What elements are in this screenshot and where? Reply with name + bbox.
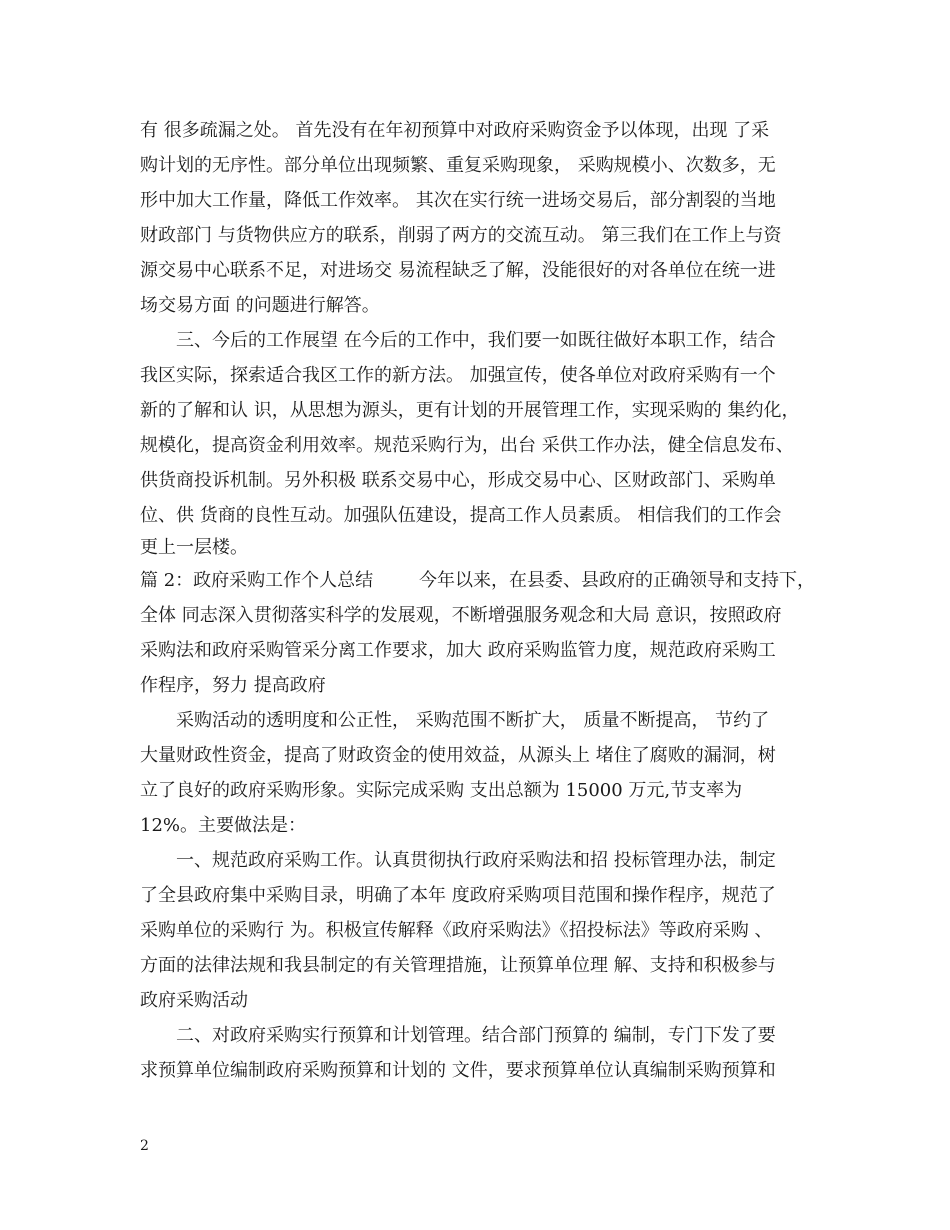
- text-line: 全体 同志深入贯彻落实科学的发展观，不断增强服务观念和大局 意识，按照政府: [140, 605, 782, 626]
- text-line: 新的了解和认 识，从思想为源头，更有计划的开展管理工作，实现采购的 集约化，: [140, 400, 800, 421]
- text-line: 了全县政府集中采购目录，明确了本年 度政府采购项目范围和操作程序，规范了: [140, 885, 776, 906]
- text-line: 财政部门 与货物供应方的联系，削弱了两方的交流互动。 第三我们在工作上与资: [140, 225, 782, 246]
- text-line: 作程序，努力 提高政府: [140, 675, 326, 696]
- text-line: 篇 2：政府采购工作个人总结 今年以来，在县委、县政府的正确领导和支持下，: [140, 570, 815, 591]
- text-line: 求预算单位编制政府采购预算和计划的 文件，要求预算单位认真编制采购预算和: [140, 1060, 776, 1081]
- page-number: 2: [140, 1138, 149, 1154]
- text-line: 政府采购活动: [140, 990, 248, 1011]
- text-line: 二、对政府采购实行预算和计划管理。结合部门预算的 编制，专门下发了要: [176, 1025, 776, 1046]
- document-body: [140, 113, 820, 1088]
- text-line: 12%。主要做法是：: [140, 815, 307, 836]
- text-line: 三、今后的工作展望 在今后的工作中，我们要一如既往做好本职工作，结合: [176, 330, 776, 351]
- text-line: 源交易中心联系不足，对进场交 易流程缺乏了解，没能很好的对各单位在统一进: [140, 260, 776, 281]
- text-line: 采购活动的透明度和公正性， 采购范围不断扩大， 质量不断提高， 节约了: [176, 710, 770, 731]
- text-line: 方面的法律法规和我县制定的有关管理措施，让预算单位理 解、支持和积极参与: [140, 955, 776, 976]
- text-line: 形中加大工作量，降低工作效率。 其次在实行统一进场交易后，部分割裂的当地: [140, 190, 776, 211]
- text-line: 大量财政性资金，提高了财政资金的使用效益，从源头上 堵住了腐败的漏洞，树: [140, 745, 776, 766]
- text-line: 更上一层楼。: [140, 537, 248, 558]
- text-line: 有 很多疏漏之处。 首先没有在年初预算中对政府采购资金予以体现，出现 了采: [140, 120, 770, 141]
- text-line: 一、规范政府采购工作。认真贯彻执行政府采购法和招 投标管理办法，制定: [176, 850, 776, 871]
- text-line: 位、供 货商的良性互动。加强队伍建设，提高工作人员素质。 相信我们的工作会: [140, 505, 782, 526]
- text-line: 供货商投诉机制。另外积极 联系交易中心，形成交易中心、区财政部门、采购单: [140, 470, 776, 491]
- text-line: 购计划的无序性。部分单位出现频繁、重复采购现象， 采购规模小、次数多，无: [140, 155, 776, 176]
- text-line: 采购法和政府采购管采分离工作要求，加大 政府采购监管力度，规范政府采购工: [140, 640, 776, 661]
- text-line: 规模化，提高资金利用效率。规范采购行为，出台 采供工作办法，健全信息发布、: [140, 435, 794, 456]
- text-line: 采购单位的采购行 为。积极宣传解释《政府采购法》《招投标法》等政府采购 、: [140, 920, 773, 941]
- text-line: 立了良好的政府采购形象。实际完成采购 支出总额为 15000 万元,节支率为: [140, 780, 743, 801]
- text-line: 我区实际，探索适合我区工作的新方法。 加强宣传，使各单位对政府采购有一个: [140, 365, 776, 386]
- text-line: 场交易方面 的问题进行解答。: [140, 295, 380, 316]
